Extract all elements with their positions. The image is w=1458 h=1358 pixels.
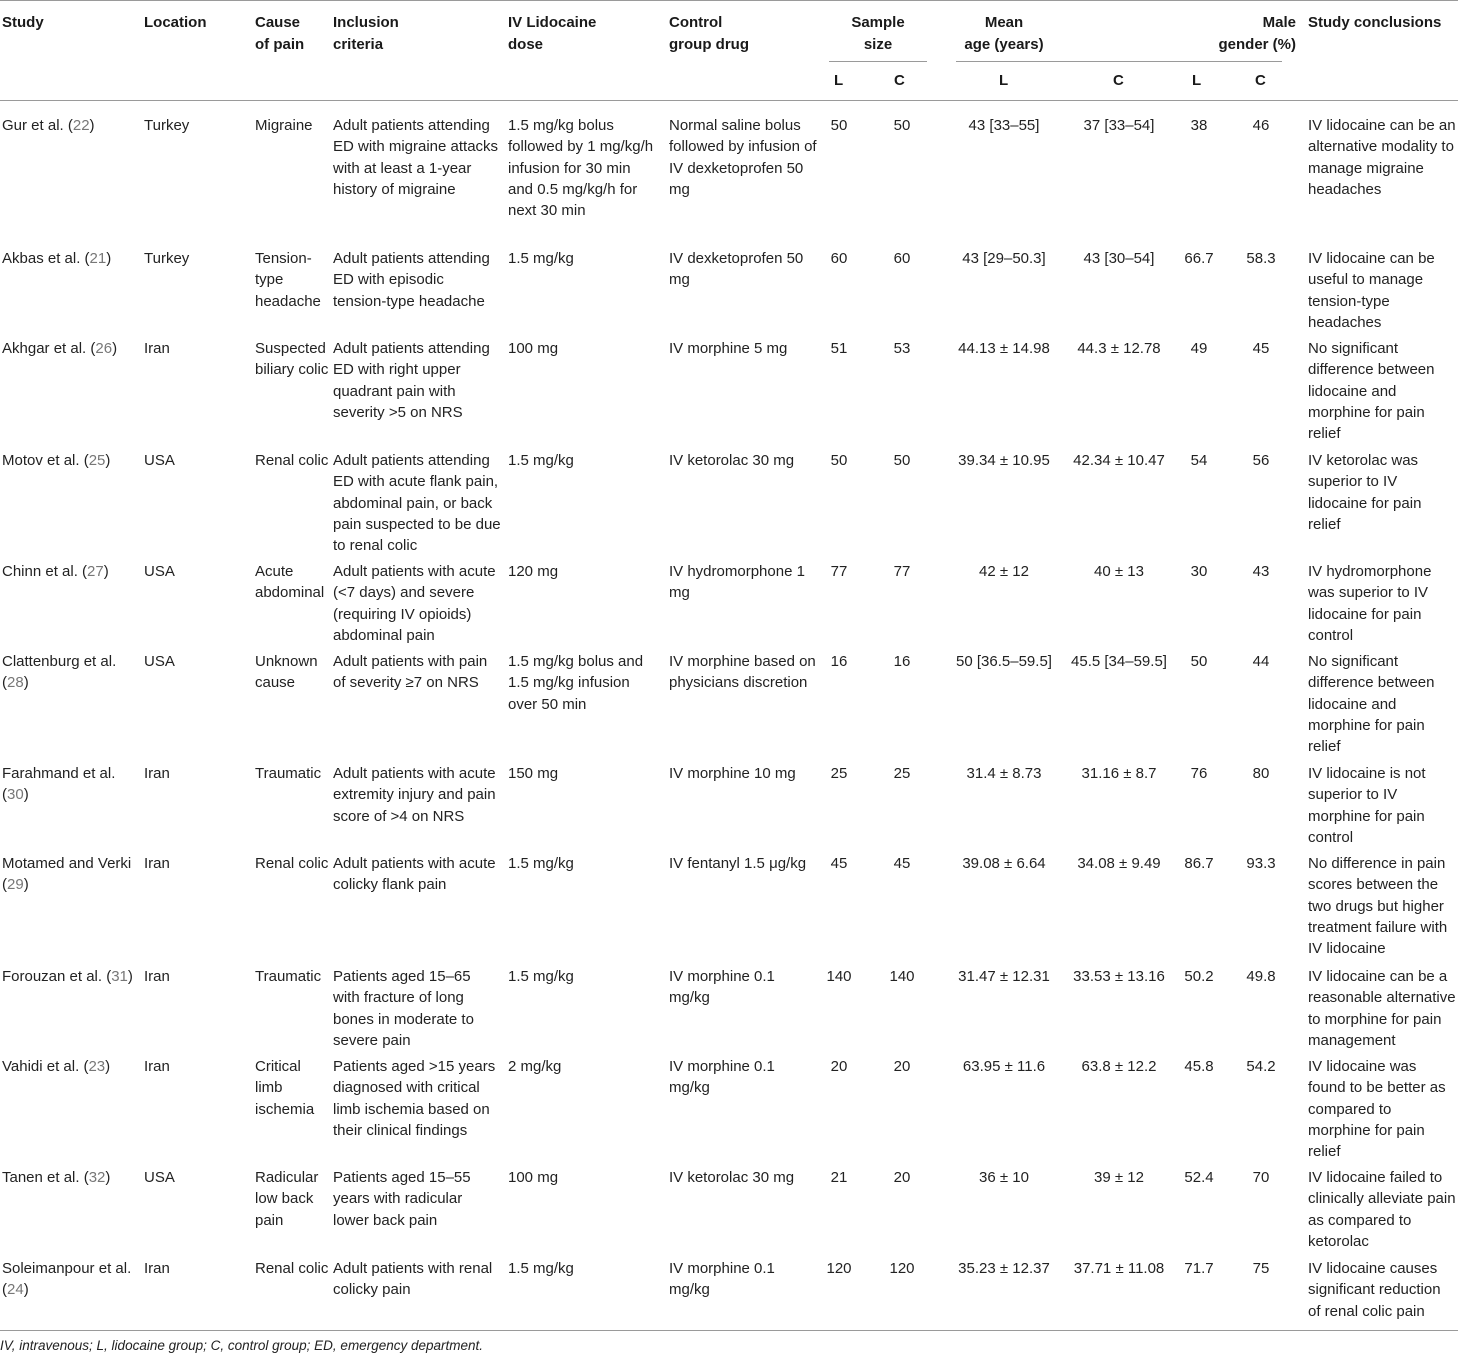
header-control [669,12,749,56]
cell-inclusion: Patients aged 15–65 with fracture of long bones in moderate to severe pain [333,968,474,1049]
cell-cause: Critical limb ischemia [255,1058,315,1118]
subheader-age-c: C [1113,72,1124,89]
sample-subheader-rule [829,61,927,62]
reference-link[interactable]: 25 [88,452,106,469]
cell-inclusion: Patients aged 15–55 years with radicular lower back pain [333,1169,471,1229]
cell-male-c: 75 [1252,1260,1270,1277]
cell-dose: 1.5 mg/kg [508,855,574,872]
cell-n-l: 140 [826,968,852,985]
cell-age-c: 63.8 ± 12.2 [1081,1058,1157,1075]
cell-age-l: 35.23 ± 12.37 [958,1260,1050,1277]
header-control-line1: Control [669,14,723,31]
cell-study [2,450,140,471]
cell-cause: Traumatic [255,968,322,985]
cell-male-l: 38 [1190,117,1208,134]
cell-cause: Suspected biliary colic [255,340,329,379]
header-study: Study [2,14,44,31]
cell-cause: Radicular low back pain [255,1169,319,1229]
cell-control: IV morphine 0.1 mg/kg [669,1260,775,1299]
study-name-close: ) [103,563,109,580]
study-name-close: ) [89,117,95,134]
cell-age-l: 42 ± 12 [979,563,1029,580]
cell-cause: Renal colic [255,1260,329,1277]
header-dose-line2: dose [508,36,544,53]
cell-study [2,248,140,269]
cell-control: IV morphine 5 mg [669,340,788,357]
cell-age-c: 42.34 ± 10.47 [1073,452,1165,469]
header-inclusion [333,12,399,56]
cell-dose: 1.5 mg/kg [508,452,574,469]
cell-n-l: 16 [830,653,848,670]
cell-age-c: 37 [33–54] [1083,117,1155,134]
cell-inclusion: Adult patients with acute (<7 days) and severe (requiring IV opioids) abdominal pain [333,563,496,644]
reference-link[interactable]: 30 [7,786,24,804]
cell-n-l: 45 [830,855,848,872]
cell-location: USA [144,452,175,469]
cell-inclusion: Adult patients attending ED with acute flank pain, abdominal pain, or back pain suspected to be due to renal colic [333,452,501,555]
cell-age-l: 43 [33–55] [968,117,1040,134]
cell-n-c: 45 [893,855,911,872]
cell-dose: 1.5 mg/kg [508,1260,574,1277]
cell-inclusion: Adult patients attending ED with episodic tension-type headache [333,250,490,310]
study-name: Motov et al. ( [2,452,89,469]
study-name-close: ) [105,452,111,469]
cell-dose: 100 mg [508,340,559,357]
cell-inclusion: Adult patients with renal colicky pain [333,1260,493,1299]
study-name-close: ) [23,1281,29,1299]
cell-age-l: 63.95 ± 11.6 [962,1058,1046,1075]
cell-n-c: 25 [893,765,911,782]
cell-n-l: 77 [830,563,848,580]
cell-inclusion: Adult patients attending ED with right upper quadrant pain with severity >5 on NRS [333,340,490,421]
cell-age-c: 39 ± 12 [1094,1169,1144,1186]
cell-male-l: 49 [1190,340,1208,357]
cell-male-c: 44 [1252,653,1270,670]
cell-control: IV morphine 0.1 mg/kg [669,1058,775,1097]
cell-dose: 1.5 mg/kg bolus and 1.5 mg/kg infusion over 50 min [508,653,644,713]
header-male [1190,12,1296,56]
cell-location: USA [144,653,175,670]
cell-dose: 1.5 mg/kg [508,250,574,267]
cell-male-l: 45.8 [1184,1058,1214,1075]
cell-study [2,115,140,136]
reference-link[interactable]: 29 [7,876,24,894]
header-age [944,12,1064,56]
cell-age-c: 37.71 ± 11.08 [1073,1260,1165,1277]
cell-age-c: 34.08 ± 9.49 [1077,855,1161,872]
cell-male-c: 43 [1252,563,1270,580]
cell-conclusion: IV lidocaine can be useful to manage tension-type headaches [1308,250,1435,331]
cell-conclusion: No difference in pain scores between the two drugs but higher treatment failure with IV lidocaine [1308,855,1448,958]
cell-age-l: 39.34 ± 10.95 [958,452,1050,469]
cell-male-l: 50 [1190,653,1208,670]
cell-male-c: 54.2 [1246,1058,1276,1075]
cell-conclusion: IV lidocaine is not superior to IV morphine for pain control [1308,765,1426,846]
reference-link[interactable]: 24 [7,1281,24,1299]
cell-age-c: 40 ± 13 [1094,563,1144,580]
study-name: Tanen et al. ( [2,1169,89,1186]
table-bottom-rule [0,1330,1458,1331]
cell-male-l: 52.4 [1184,1169,1214,1186]
cell-male-l: 86.7 [1184,855,1214,872]
cell-inclusion: Adult patients with acute extremity injury and pain score of >4 on NRS [333,765,496,825]
subheader-male-l: L [1192,72,1202,89]
table-footnote: IV, intravenous; L, lidocaine group; C, control group; ED, emergency department. [0,1338,484,1353]
study-name: Akbas et al. ( [2,250,90,267]
cell-dose: 100 mg [508,1169,559,1186]
cell-n-l: 50 [830,452,848,469]
cell-conclusion: IV lidocaine failed to clinically alleviate pain as compared to ketorolac [1308,1169,1456,1250]
cell-control: IV morphine 10 mg [669,765,796,782]
header-age-line2: age (years) [964,36,1044,53]
cell-dose: 120 mg [508,563,559,580]
study-name: Motamed and Verki ( [2,855,132,894]
cell-dose: 1.5 mg/kg bolus followed by 1 mg/kg/h infusion for 30 min and 0.5 mg/kg/h for next 30 min [508,117,654,220]
age-gender-subheader-rule [956,61,1282,62]
cell-n-c: 140 [889,968,915,985]
cell-inclusion: Adult patients attending ED with migraine attacks with at least a 1-year history of migraine [333,117,499,198]
header-sample-line1: Sample [851,14,905,31]
cell-control: IV morphine 0.1 mg/kg [669,968,775,1007]
header-location: Location [144,14,207,31]
cell-n-l: 60 [830,250,848,267]
reference-link[interactable]: 28 [7,674,24,692]
cell-n-c: 50 [893,452,911,469]
reference-link[interactable]: 22 [72,117,90,134]
header-conclusions: Study conclusions [1308,14,1442,31]
cell-age-l: 31.4 ± 8.73 [966,765,1042,782]
cell-n-l: 51 [830,340,848,357]
cell-dose: 1.5 mg/kg [508,968,574,985]
reference-link[interactable]: 27 [87,563,104,580]
reference-link[interactable]: 21 [89,250,107,267]
cell-location: Iran [144,1058,170,1075]
cell-male-c: 93.3 [1246,855,1276,872]
cell-male-c: 46 [1252,117,1270,134]
study-name-close: ) [23,786,29,804]
header-sample-line2: size [863,36,893,53]
cell-location: USA [144,1169,175,1186]
reference-link[interactable]: 31 [111,968,128,985]
header-male-line1: Male [1262,14,1296,31]
cell-n-l: 120 [826,1260,852,1277]
cell-age-c: 31.16 ± 8.7 [1081,765,1157,782]
header-cause-line1: Cause [255,14,301,31]
cell-male-l: 54 [1190,452,1208,469]
cell-study [2,561,140,582]
reference-link[interactable]: 23 [88,1058,106,1075]
cell-cause: Unknown cause [255,653,318,692]
cell-age-l: 39.08 ± 6.64 [962,855,1046,872]
header-male-line2: gender (%) [1218,36,1296,53]
cell-age-l: 43 [29–50.3] [962,250,1046,267]
cell-control: Normal saline bolus followed by infusion of IV dexketoprofen 50 mg [669,117,817,198]
cell-study [2,763,140,806]
cell-male-c: 49.8 [1246,968,1276,985]
subheader-male-c: C [1255,72,1266,89]
header-bottom-rule [0,100,1458,101]
cell-location: Iran [144,968,170,985]
cell-location: Iran [144,855,170,872]
cell-n-c: 53 [893,340,911,357]
cell-conclusion: IV ketorolac was superior to IV lidocaine for pain relief [1308,452,1422,533]
cell-age-c: 33.53 ± 13.16 [1073,968,1165,985]
cell-age-l: 31.47 ± 12.31 [958,968,1050,985]
cell-control: IV hydromorphone 1 mg [669,563,805,602]
cell-male-l: 66.7 [1184,250,1214,267]
cell-study [2,1056,140,1077]
study-name: Clattenburg et al. ( [2,653,117,692]
cell-study [2,651,140,694]
cell-n-c: 60 [893,250,911,267]
header-inclusion-line1: Inclusion [333,14,399,31]
cell-control: IV fentanyl 1.5 μg/kg [669,855,807,872]
study-name: Soleimanpour et al. ( [2,1260,132,1299]
reference-link[interactable]: 32 [88,1169,106,1186]
study-name-close: ) [106,250,112,267]
cell-male-c: 70 [1252,1169,1270,1186]
cell-n-l: 21 [830,1169,848,1186]
cell-inclusion: Adult patients with pain of severity ≥7 on NRS [333,653,488,692]
cell-conclusion: No significant difference between lidocaine and morphine for pain relief [1308,340,1435,443]
cell-cause: Migraine [255,117,313,134]
cell-dose: 150 mg [508,765,559,782]
cell-control: IV ketorolac 30 mg [669,452,795,469]
cell-inclusion: Patients aged >15 years diagnosed with critical limb ischemia based on their clinical findings [333,1058,496,1139]
study-name: Farahmand et al. ( [2,765,116,804]
cell-age-l: 50 [36.5–59.5] [956,653,1052,670]
study-name-close: ) [105,1169,111,1186]
cell-study [2,338,140,359]
header-inclusion-line2: criteria [333,36,384,53]
cell-n-l: 25 [830,765,848,782]
cell-conclusion: IV lidocaine can be a reasonable alternative to morphine for pain management [1308,968,1456,1049]
cell-male-l: 71.7 [1184,1260,1214,1277]
cell-conclusion: IV lidocaine causes significant reduction of renal colic pain [1308,1260,1441,1320]
cell-age-l: 36 ± 10 [979,1169,1029,1186]
cell-control: IV ketorolac 30 mg [669,1169,795,1186]
cell-male-l: 30 [1190,563,1208,580]
cell-study [2,966,140,987]
header-cause [255,12,304,56]
header-cause-line2: of pain [255,36,305,53]
cell-control: IV dexketoprofen 50 mg [669,250,804,289]
study-name: Chinn et al. ( [2,563,88,580]
cell-age-c: 45.5 [34–59.5] [1071,653,1167,670]
cell-male-c: 56 [1252,452,1270,469]
study-name-close: ) [105,1058,111,1075]
cell-conclusion: IV lidocaine was found to be better as compared to morphine for pain relief [1308,1058,1446,1161]
cell-n-c: 20 [893,1169,911,1186]
subheader-sample-l: L [834,72,844,89]
cell-male-c: 80 [1252,765,1270,782]
cell-location: Iran [144,1260,170,1277]
table-top-rule [0,0,1458,1]
cell-location: USA [144,563,175,580]
cell-male-c: 58.3 [1246,250,1276,267]
cell-cause: Renal colic [255,855,329,872]
study-name-close: ) [23,876,29,894]
study-name: Gur et al. ( [2,117,73,134]
cell-location: Iran [144,340,170,357]
cell-cause: Renal colic [255,452,329,469]
cell-n-c: 50 [893,117,911,134]
cell-n-l: 20 [830,1058,848,1075]
cell-male-c: 45 [1252,340,1270,357]
header-age-line1: Mean [984,14,1024,31]
cell-male-l: 50.2 [1184,968,1214,985]
cell-location: Turkey [144,250,190,267]
cell-n-c: 16 [893,653,911,670]
cell-age-c: 44.3 ± 12.78 [1077,340,1161,357]
cell-male-l: 76 [1190,765,1208,782]
subheader-sample-c: C [894,72,905,89]
cell-cause: Tension-type headache [255,250,321,310]
cell-study [2,1167,140,1188]
header-dose-line1: IV Lidocaine [508,14,597,31]
study-name: Vahidi et al. ( [2,1058,89,1075]
study-name: Forouzan et al. ( [2,968,112,985]
cell-conclusion: IV lidocaine can be an alternative modality to manage migraine headaches [1308,117,1456,198]
header-dose [508,12,596,56]
cell-study [2,853,140,896]
study-name: Akhgar et al. ( [2,340,96,357]
cell-conclusion: IV hydromorphone was superior to IV lidocaine for pain control [1308,563,1432,644]
cell-cause: Traumatic [255,765,322,782]
cell-n-c: 20 [893,1058,911,1075]
header-control-line2: group drug [669,36,749,53]
cell-conclusion: No significant difference between lidocaine and morphine for pain relief [1308,653,1435,756]
reference-link[interactable]: 26 [95,340,113,357]
cell-location: Turkey [144,117,190,134]
cell-dose: 2 mg/kg [508,1058,562,1075]
cell-age-c: 43 [30–54] [1083,250,1155,267]
cell-study [2,1258,140,1301]
cell-n-l: 50 [830,117,848,134]
cell-location: Iran [144,765,170,782]
header-sample [818,12,938,56]
cell-inclusion: Adult patients with acute colicky flank pain [333,855,496,894]
study-name-close: ) [23,674,29,692]
cell-age-l: 44.13 ± 14.98 [958,340,1050,357]
subheader-age-l: L [999,72,1009,89]
cell-cause: Acute abdominal [255,563,325,602]
study-name-close: ) [127,968,133,985]
cell-n-c: 77 [893,563,911,580]
cell-n-c: 120 [889,1260,915,1277]
cell-control: IV morphine based on physicians discretion [669,653,816,692]
study-name-close: ) [112,340,118,357]
